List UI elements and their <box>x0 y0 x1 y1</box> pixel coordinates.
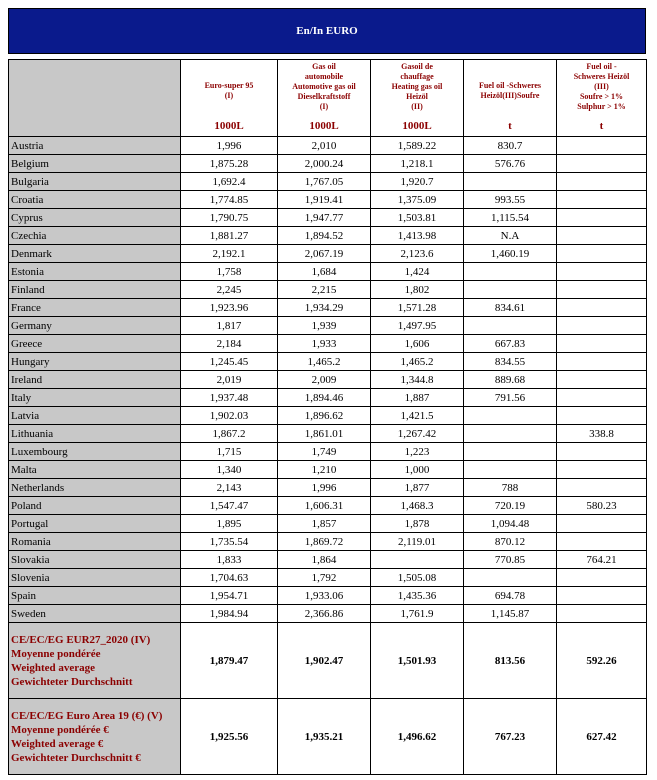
header-unit: 1000L <box>309 120 339 132</box>
header-heating-gas-oil <box>371 60 464 137</box>
value-cell <box>557 173 647 191</box>
table-row <box>9 407 647 425</box>
header-label: Gas oil automobile Automotive gas oil Dieselkraftstoff (I) <box>292 62 356 111</box>
value-cell <box>557 533 647 551</box>
summary-value: 813.56 <box>464 623 557 699</box>
value-cell: 1,704.63 <box>181 569 278 587</box>
header-label: Gasoil de chauffage Heating gas oil Heizöl (II) <box>391 62 443 111</box>
value-cell: 1,894.46 <box>278 389 371 407</box>
country-cell: Poland <box>9 497 181 515</box>
value-cell: 1,497.95 <box>371 317 464 335</box>
table-row <box>9 209 647 227</box>
header-automotive-gas-oil <box>278 60 371 137</box>
currency-banner: En/In EURO <box>8 8 646 54</box>
value-cell: 694.78 <box>464 587 557 605</box>
value-cell <box>557 443 647 461</box>
value-cell: 2,010 <box>278 137 371 155</box>
value-cell <box>464 443 557 461</box>
summary-label-line: Weighted average € <box>11 737 104 750</box>
country-cell: Croatia <box>9 191 181 209</box>
country-cell: Denmark <box>9 245 181 263</box>
value-cell: 1,954.71 <box>181 587 278 605</box>
value-cell <box>464 317 557 335</box>
value-cell: 1,684 <box>278 263 371 281</box>
value-cell: 667.83 <box>464 335 557 353</box>
header-unit: 1000L <box>214 120 244 132</box>
value-cell: 1,571.28 <box>371 299 464 317</box>
summary-label-line: CE/EC/EG EUR27_2020 (IV) <box>11 633 151 646</box>
value-cell: 1,895 <box>181 515 278 533</box>
value-cell: 1,761.9 <box>371 605 464 623</box>
value-cell: 993.55 <box>464 191 557 209</box>
value-cell: 1,344.8 <box>371 371 464 389</box>
value-cell: 1,468.3 <box>371 497 464 515</box>
header-fuel-oil-high-sulphur <box>557 60 647 137</box>
value-cell <box>557 137 647 155</box>
country-cell: Portugal <box>9 515 181 533</box>
value-cell: 2,245 <box>181 281 278 299</box>
value-cell: 889.68 <box>464 371 557 389</box>
summary-value: 1,902.47 <box>278 623 371 699</box>
value-cell: 1,790.75 <box>181 209 278 227</box>
value-cell <box>464 173 557 191</box>
eu27-average-row <box>9 623 647 699</box>
table-row <box>9 461 647 479</box>
value-cell: 2,192.1 <box>181 245 278 263</box>
value-cell: 1,933 <box>278 335 371 353</box>
value-cell: 870.12 <box>464 533 557 551</box>
country-cell: Bulgaria <box>9 173 181 191</box>
value-cell: 788 <box>464 479 557 497</box>
value-cell: 1,939 <box>278 317 371 335</box>
value-cell: 1,902.03 <box>181 407 278 425</box>
summary-label-line: Moyenne pondérée € <box>11 723 109 736</box>
country-cell: Czechia <box>9 227 181 245</box>
value-cell: 1,774.85 <box>181 191 278 209</box>
value-cell: 1,245.45 <box>181 353 278 371</box>
table-row <box>9 173 647 191</box>
table-row <box>9 443 647 461</box>
value-cell: 1,210 <box>278 461 371 479</box>
table-row <box>9 191 647 209</box>
value-cell: 2,143 <box>181 479 278 497</box>
header-unit: 1000L <box>402 120 432 132</box>
country-cell: Netherlands <box>9 479 181 497</box>
header-unit: t <box>508 120 512 132</box>
table-row <box>9 569 647 587</box>
value-cell: 830.7 <box>464 137 557 155</box>
value-cell: 791.56 <box>464 389 557 407</box>
value-cell: 1,715 <box>181 443 278 461</box>
country-cell: Sweden <box>9 605 181 623</box>
value-cell: 1,735.54 <box>181 533 278 551</box>
value-cell: 1,857 <box>278 515 371 533</box>
country-cell: Finland <box>9 281 181 299</box>
value-cell: 770.85 <box>464 551 557 569</box>
value-cell: 2,366.86 <box>278 605 371 623</box>
table-row <box>9 227 647 245</box>
euro-area-average-row <box>9 699 647 775</box>
table-row <box>9 425 647 443</box>
value-cell: 1,375.09 <box>371 191 464 209</box>
summary-label <box>9 699 181 775</box>
value-cell <box>557 155 647 173</box>
value-cell: 1,421.5 <box>371 407 464 425</box>
value-cell <box>557 479 647 497</box>
value-cell: 338.8 <box>557 425 647 443</box>
value-cell: 1,996 <box>278 479 371 497</box>
value-cell: 1,465.2 <box>371 353 464 371</box>
summary-label-line: Gewichteter Durchschnitt <box>11 675 133 688</box>
value-cell: 2,009 <box>278 371 371 389</box>
value-cell <box>464 569 557 587</box>
country-cell: Ireland <box>9 371 181 389</box>
summary-value: 1,935.21 <box>278 699 371 775</box>
value-cell: 580.23 <box>557 497 647 515</box>
value-cell <box>557 605 647 623</box>
value-cell <box>464 407 557 425</box>
value-cell: 1,424 <box>371 263 464 281</box>
value-cell <box>557 389 647 407</box>
table-row <box>9 605 647 623</box>
value-cell: 1,877 <box>371 479 464 497</box>
value-cell: 1,460.19 <box>464 245 557 263</box>
country-cell: Belgium <box>9 155 181 173</box>
value-cell: 1,547.47 <box>181 497 278 515</box>
table-row <box>9 317 647 335</box>
table-row <box>9 155 647 173</box>
country-cell: Germany <box>9 317 181 335</box>
value-cell <box>464 425 557 443</box>
header-row <box>9 60 647 137</box>
table-row <box>9 515 647 533</box>
value-cell <box>557 587 647 605</box>
page <box>8 8 646 775</box>
value-cell: 1,758 <box>181 263 278 281</box>
summary-value: 767.23 <box>464 699 557 775</box>
value-cell: 1,223 <box>371 443 464 461</box>
country-cell: Austria <box>9 137 181 155</box>
value-cell: 720.19 <box>464 497 557 515</box>
value-cell: 1,869.72 <box>278 533 371 551</box>
value-cell: 1,465.2 <box>278 353 371 371</box>
country-cell: Romania <box>9 533 181 551</box>
value-cell: 1,919.41 <box>278 191 371 209</box>
value-cell: 1,984.94 <box>181 605 278 623</box>
value-cell: 1,861.01 <box>278 425 371 443</box>
table-row <box>9 551 647 569</box>
country-cell: Hungary <box>9 353 181 371</box>
value-cell: 1,767.05 <box>278 173 371 191</box>
value-cell: 1,947.77 <box>278 209 371 227</box>
value-cell <box>464 281 557 299</box>
summary-value: 1,925.56 <box>181 699 278 775</box>
country-cell: Lithuania <box>9 425 181 443</box>
value-cell: 834.55 <box>464 353 557 371</box>
table-row <box>9 353 647 371</box>
table-row <box>9 533 647 551</box>
table-row <box>9 587 647 605</box>
value-cell <box>557 335 647 353</box>
country-cell: France <box>9 299 181 317</box>
table-row <box>9 263 647 281</box>
value-cell: 1,881.27 <box>181 227 278 245</box>
value-cell: 1,505.08 <box>371 569 464 587</box>
table-row <box>9 335 647 353</box>
value-cell <box>557 317 647 335</box>
summary-label <box>9 623 181 699</box>
value-cell <box>557 245 647 263</box>
value-cell: 1,218.1 <box>371 155 464 173</box>
value-cell <box>557 209 647 227</box>
country-cell: Slovenia <box>9 569 181 587</box>
value-cell: 1,000 <box>371 461 464 479</box>
value-cell <box>371 551 464 569</box>
value-cell: 1,875.28 <box>181 155 278 173</box>
table-row <box>9 479 647 497</box>
country-cell: Cyprus <box>9 209 181 227</box>
value-cell: 1,503.81 <box>371 209 464 227</box>
summary-value: 1,501.93 <box>371 623 464 699</box>
value-cell <box>557 569 647 587</box>
summary-label-line: Weighted average <box>11 661 96 674</box>
summary-value: 627.42 <box>557 699 647 775</box>
value-cell <box>464 263 557 281</box>
value-cell: 1,933.06 <box>278 587 371 605</box>
summary-value: 592.26 <box>557 623 647 699</box>
value-cell: 1,340 <box>181 461 278 479</box>
table-row <box>9 299 647 317</box>
value-cell: 2,215 <box>278 281 371 299</box>
value-cell: 1,267.42 <box>371 425 464 443</box>
table-row <box>9 497 647 515</box>
country-cell: Estonia <box>9 263 181 281</box>
value-cell: 1,937.48 <box>181 389 278 407</box>
value-cell: 1,589.22 <box>371 137 464 155</box>
table-row <box>9 371 647 389</box>
table-row <box>9 245 647 263</box>
table-row <box>9 137 647 155</box>
value-cell: 1,817 <box>181 317 278 335</box>
value-cell: 1,094.48 <box>464 515 557 533</box>
value-cell: 576.76 <box>464 155 557 173</box>
value-cell: 2,119.01 <box>371 533 464 551</box>
value-cell <box>557 515 647 533</box>
value-cell: 1,606 <box>371 335 464 353</box>
corner-cell <box>9 60 181 137</box>
value-cell: 1,996 <box>181 137 278 155</box>
value-cell: 2,067.19 <box>278 245 371 263</box>
value-cell: 1,792 <box>278 569 371 587</box>
value-cell <box>557 227 647 245</box>
value-cell: 1,749 <box>278 443 371 461</box>
country-cell: Slovakia <box>9 551 181 569</box>
country-cell: Malta <box>9 461 181 479</box>
value-cell: 1,867.2 <box>181 425 278 443</box>
value-cell: 1,923.96 <box>181 299 278 317</box>
value-cell: 1,934.29 <box>278 299 371 317</box>
header-fuel-oil-low-sulphur <box>464 60 557 137</box>
value-cell <box>557 263 647 281</box>
summary-label-line: Moyenne pondérée <box>11 647 101 660</box>
header-label: Euro-super 95 (I) <box>204 81 254 100</box>
table-row <box>9 281 647 299</box>
value-cell <box>557 371 647 389</box>
value-cell: 1,833 <box>181 551 278 569</box>
value-cell: 1,606.31 <box>278 497 371 515</box>
value-cell: 1,802 <box>371 281 464 299</box>
value-cell <box>557 407 647 425</box>
value-cell: 1,920.7 <box>371 173 464 191</box>
country-cell: Italy <box>9 389 181 407</box>
country-cell: Greece <box>9 335 181 353</box>
value-cell: 2,123.6 <box>371 245 464 263</box>
value-cell: 1,413.98 <box>371 227 464 245</box>
value-cell <box>557 353 647 371</box>
value-cell: 1,878 <box>371 515 464 533</box>
value-cell <box>464 461 557 479</box>
summary-value: 1,496.62 <box>371 699 464 775</box>
value-cell <box>557 461 647 479</box>
header-euro-super-95 <box>181 60 278 137</box>
value-cell <box>557 191 647 209</box>
value-cell: 2,184 <box>181 335 278 353</box>
value-cell: 764.21 <box>557 551 647 569</box>
value-cell: 1,896.62 <box>278 407 371 425</box>
value-cell: 1,692.4 <box>181 173 278 191</box>
summary-value: 1,879.47 <box>181 623 278 699</box>
value-cell: N.A <box>464 227 557 245</box>
value-cell: 1,887 <box>371 389 464 407</box>
value-cell: 1,145.87 <box>464 605 557 623</box>
value-cell: 1,115.54 <box>464 209 557 227</box>
header-unit: t <box>599 120 604 132</box>
value-cell <box>557 281 647 299</box>
country-cell: Latvia <box>9 407 181 425</box>
value-cell: 1,894.52 <box>278 227 371 245</box>
value-cell: 1,435.36 <box>371 587 464 605</box>
value-cell <box>557 299 647 317</box>
value-cell: 2,019 <box>181 371 278 389</box>
value-cell: 834.61 <box>464 299 557 317</box>
country-cell: Luxembourg <box>9 443 181 461</box>
country-cell: Spain <box>9 587 181 605</box>
header-label: Fuel oil -Schweres Heizöl(III)Soufre <box>478 81 542 100</box>
header-label: Fuel oil - Schweres Heizöl (III) Soufre > 1% Sulphur > 1% <box>573 62 630 111</box>
table-row <box>9 389 647 407</box>
value-cell: 2,000.24 <box>278 155 371 173</box>
summary-label-line: CE/EC/EG Euro Area 19 (€) (V) <box>11 709 163 722</box>
value-cell: 1,864 <box>278 551 371 569</box>
summary-label-line: Gewichteter Durchschnitt € <box>11 751 141 764</box>
price-table <box>8 59 647 775</box>
